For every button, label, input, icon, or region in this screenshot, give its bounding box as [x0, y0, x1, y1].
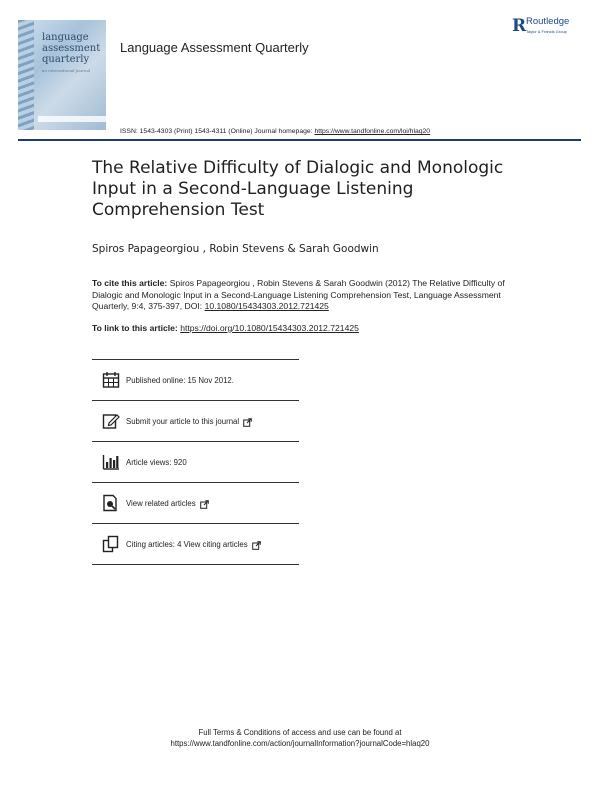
- cover-title-line3: quarterly: [42, 54, 90, 65]
- issn-line: [120, 128, 430, 135]
- footer-terms-link[interactable]: https://www.tandfonline.com/action/journalInformation?journalCode=hlaq20: [170, 739, 430, 748]
- article-doi-url[interactable]: https://doi.org/10.1080/15434303.2012.721425: [180, 323, 359, 333]
- external-link-icon: [252, 535, 261, 554]
- citation-label: To cite this article:: [92, 278, 170, 288]
- publisher-logo-sub: Taylor & Francis Group: [526, 29, 567, 34]
- footer-terms-line: Full Terms & Conditions of access and use can be found at: [198, 728, 402, 737]
- bar-chart-icon: [100, 451, 122, 473]
- citation-block: [92, 278, 512, 313]
- cover-title-line1: language: [42, 32, 89, 43]
- submit-article-link[interactable]: Submit your article to this journal: [126, 416, 240, 426]
- article-link-line: [92, 323, 359, 333]
- article-title: The Relative Difficulty of Dialogic and Monologic Input in a Second-Language Listening Comprehension Test: [92, 158, 504, 220]
- cover-strip: [18, 20, 34, 130]
- journal-title[interactable]: Language Assessment Quarterly: [120, 40, 309, 55]
- submit-article-row[interactable]: [92, 401, 299, 442]
- citing-articles-row[interactable]: [92, 524, 299, 565]
- journal-cover-image: [18, 20, 106, 130]
- copy-documents-icon: [100, 533, 122, 555]
- cover-bar: [38, 116, 106, 122]
- calendar-icon: [100, 369, 122, 391]
- doi-link[interactable]: 10.1080/15434303.2012.721425: [204, 301, 329, 311]
- cover-title-line2: assessment: [42, 43, 101, 54]
- footer-terms: [0, 727, 600, 749]
- publisher-logo-name: Routledge: [526, 16, 570, 27]
- search-document-icon: [100, 492, 122, 514]
- cover-title: [42, 32, 100, 65]
- related-articles-link[interactable]: View related articles: [126, 498, 196, 508]
- article-authors: Spiros Papageorgiou , Robin Stevens & Sarah Goodwin: [92, 243, 379, 255]
- header-rule: [18, 139, 581, 141]
- citation-text: Spiros Papageorgiou , Robin Stevens & Sarah Goodwin (2012) The Relative Difficulty of Dialogic and Monologic Input in a Second-Language Listening Comprehension Test, Language Assessment Quarterly, 9:4, 375-397, DOI:: [92, 278, 505, 311]
- article-info-list: [92, 359, 299, 565]
- cover-subtitle: an international journal: [42, 68, 91, 73]
- journal-homepage-link[interactable]: https://www.tandfonline.com/loi/hlaq20: [314, 128, 431, 135]
- related-articles-row[interactable]: [92, 483, 299, 524]
- issn-text: ISSN: 1543-4303 (Print) 1543-4311 (Online) Journal homepage:: [120, 128, 315, 135]
- edit-icon: [100, 410, 122, 432]
- publisher-logo-mark: R: [512, 16, 527, 36]
- published-row: [92, 359, 299, 401]
- article-views-row: [92, 442, 299, 483]
- published-date: Published online: 15 Nov 2012.: [126, 375, 234, 385]
- link-label: To link to this article:: [92, 323, 181, 333]
- citing-articles-link[interactable]: Citing articles: 4 View citing articles: [126, 539, 248, 549]
- article-views: Article views: 920: [126, 457, 187, 467]
- external-link-icon: [243, 412, 252, 431]
- external-link-icon: [200, 494, 209, 513]
- publisher-logo[interactable]: [512, 14, 592, 40]
